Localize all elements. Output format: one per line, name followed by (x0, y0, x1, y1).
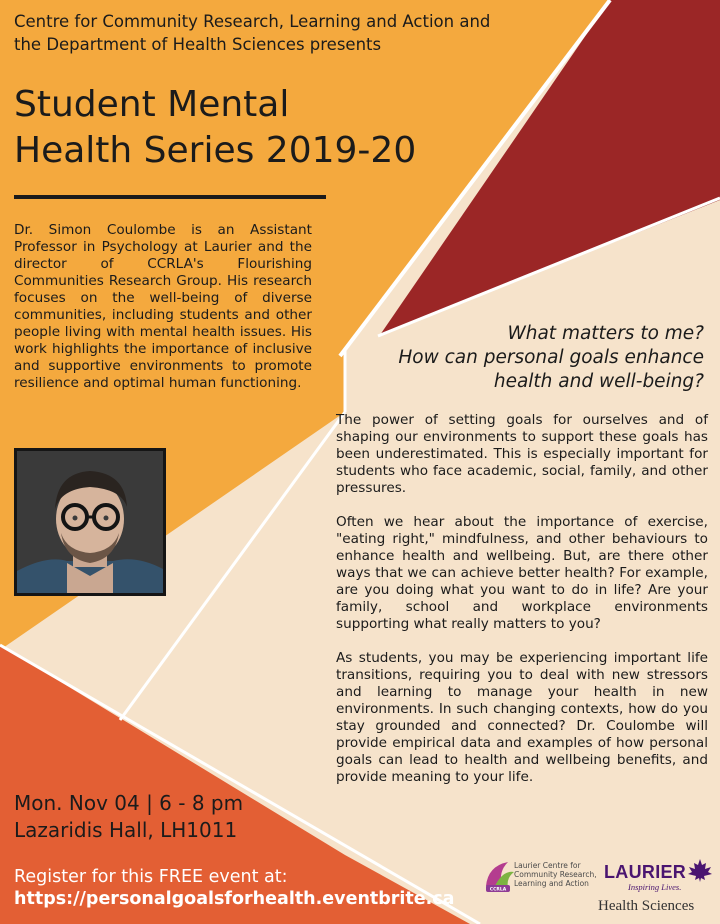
speaker-bio: Dr. Simon Coulombe is an Assistant Professor in Psychology at Laurier and the director of CCRLA's Flourishing Communities Research Group. His research focuses on the well-being of diverse communities, including students and other people living with mental health issues. His work highlights the importance of inclusive and supportive environments to promote resilience and optimal human functioning. (14, 222, 312, 391)
ccrla-logo-text: Laurier Centre for Community Research, Learning and Action (514, 861, 597, 888)
event-location: Lazaridis Hall, LH1011 (14, 818, 238, 842)
presenter-line-1: Centre for Community Research, Learning and Action and (14, 12, 491, 31)
description-paragraph-1: The power of setting goals for ourselves and of shaping our environments to support these goals has been underestimated. This is especially important for students who face academic, social, family, and other pressures. (336, 412, 708, 496)
event-details (14, 790, 334, 844)
maple-leaf-icon (686, 858, 714, 882)
question-line-3: health and well-being? (493, 371, 704, 392)
series-title-line-1: Student Mental (14, 84, 290, 125)
series-title-line-2: Health Series 2019-20 (14, 130, 417, 171)
faculty-name: Health Sciences (598, 898, 695, 914)
speaker-photo (14, 448, 166, 596)
description-paragraph-3: As students, you may be experiencing important life transitions, requiring you to deal with new stressors and learning to manage your health in new environments. In such changing contexts, how do you stay grounded and connected? Dr. Coulombe will provide empirical data and examples of how personal goals can lead to health and wellbeing benefits, and provide meaning to your life. (336, 650, 708, 785)
series-title (14, 82, 484, 174)
register-link[interactable]: https://personalgoalsforhealth.eventbrite.ca (14, 889, 455, 909)
question-heading (344, 322, 704, 394)
question-line-2: How can personal goals enhance (398, 347, 704, 368)
register-label: Register for this FREE event at: (14, 867, 288, 887)
presenter-line-2: the Department of Health Sciences presents (14, 35, 382, 54)
title-divider (14, 195, 326, 199)
event-datetime: Mon. Nov 04 | 6 - 8 pm (14, 791, 244, 815)
description-paragraph-2: Often we hear about the importance of exercise, "eating right," mindfulness, and other behaviours to enhance health and wellbeing. But, are there other ways that we can achieve better health? For example, are you doing what you want to do in life? Are your family, school and workplace environments supporting what really matters to you? (336, 514, 708, 632)
speaker-portrait-icon (17, 451, 163, 593)
laurier-wordmark: LAURIER (604, 862, 687, 882)
presenter-line (14, 10, 574, 56)
ccrla-mark: CCRLA (489, 887, 507, 893)
laurier-tagline: Inspiring Lives. (628, 882, 682, 892)
event-description (336, 412, 708, 803)
question-line-1: What matters to me? (507, 323, 704, 344)
